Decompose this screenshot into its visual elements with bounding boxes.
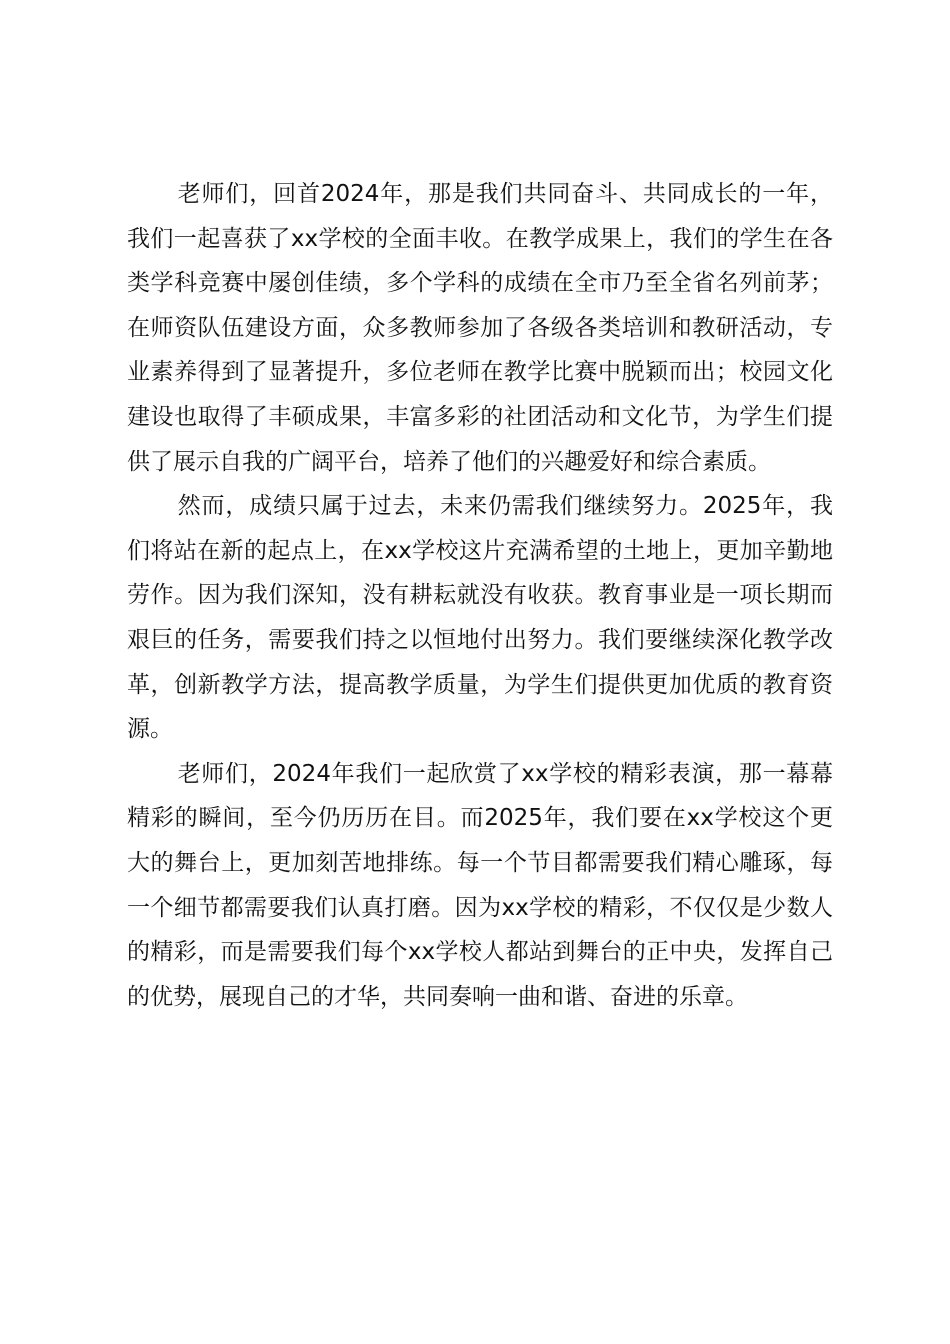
paragraph-2: 然而，成绩只属于过去，未来仍需我们继续努力。2025年，我们将站在新的起点上，在xx学校这片充满希望的土地上，更加辛勤地劳作。因为我们深知，没有耕耘就没有收获。教育事业是一项长期而艰巨的任务，需要我们持之以恒地付出努力。我们要继续深化教学改革，创新教学方法，提高教学质量，为学生们提供更加优质的教育资源。 (127, 493, 833, 743)
paragraph-1: 老师们，回首2024年，那是我们共同奋斗、共同成长的一年，我们一起喜获了xx学校的全面丰收。在教学成果上，我们的学生在各类学科竞赛中屡创佳绩，多个学科的成绩在全市乃至全省名列前茅；在师资队伍建设方面，众多教师参加了各级各类培训和教研活动，专业素养得到了显著提升，多位老师在教学比赛中脱颖而出；校园文化建设也取得了丰硕成果，丰富多彩的社团活动和文化节，为学生们提供了展示自我的广阔平台，培养了他们的兴趣爱好和综合素质。 (127, 181, 833, 475)
document-body (127, 172, 833, 1019)
paragraph-3: 老师们，2024年我们一起欣赏了xx学校的精彩表演，那一幕幕精彩的瞬间，至今仍历历在目。而2025年，我们要在xx学校这个更大的舞台上，更加刻苦地排练。每一个节目都需要我们精心雕琢，每一个细节都需要我们认真打磨。因为xx学校的精彩，不仅仅是少数人的精彩，而是需要我们每个xx学校人都站到舞台的正中央，发挥自己的优势，展现自己的才华，共同奏响一曲和谐、奋进的乐章。 (127, 760, 833, 1010)
